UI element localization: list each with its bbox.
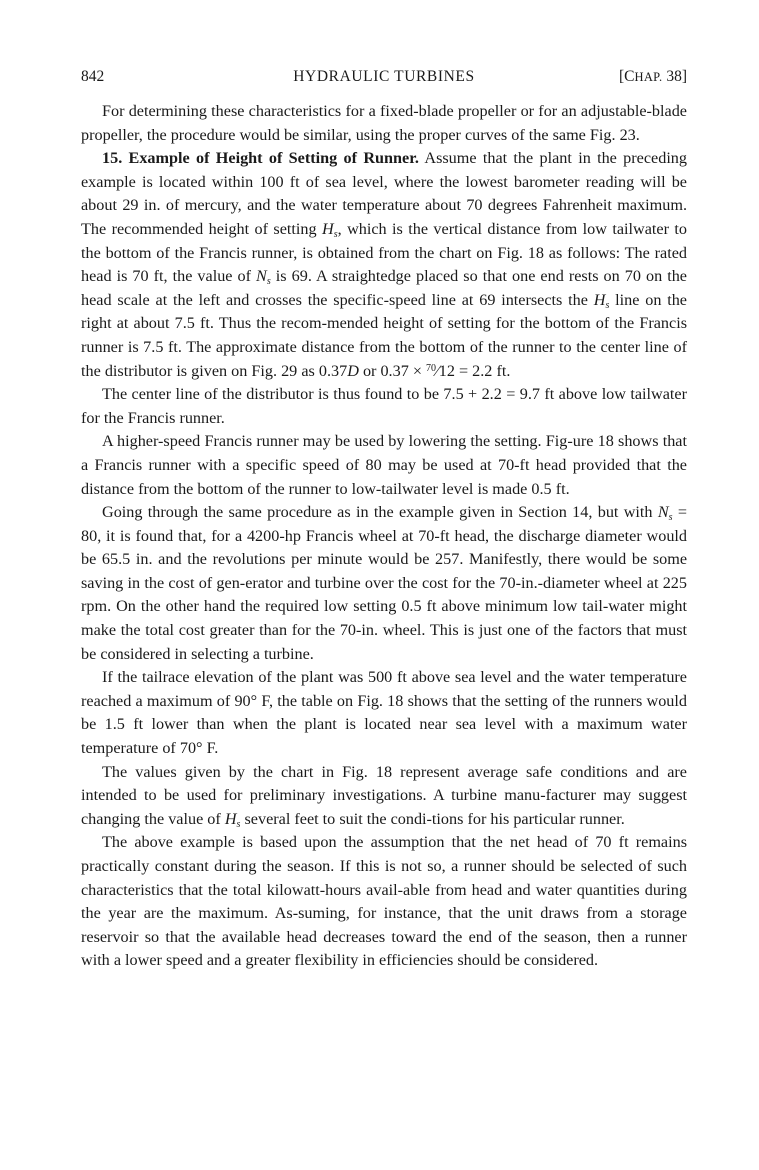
subscript-s: s bbox=[333, 228, 338, 240]
paragraph-text: For determining these characteristics for a fixed-blade propeller or for an adjustable-blade propeller, the procedure would be similar, using the proper curves of the same Fig. 23. bbox=[81, 102, 687, 144]
paragraph-text: The center line of the distributor is thus found to be 7.5 + 2.2 = 9.7 ft above low tailwater for the Francis runner. bbox=[81, 385, 687, 427]
paragraph-text: The above example is based upon the assumption that the net head of 70 ft remains practically constant during the season. If this is not so, a runner should be selected of such characteristics that the total kilowatt-hours avail-able from head and water quantities during the year are the maximum. As-suming, for instance, that the unit draws from a storage reservoir so that the available head decreases toward the end of the season, then a runner with a lower speed and a greater flexibility in efficiencies should be considered. bbox=[81, 833, 687, 970]
chapter-label bbox=[619, 66, 687, 88]
subscript-s: s bbox=[668, 512, 673, 524]
paragraph-text: = 2.2 ft. bbox=[454, 361, 511, 380]
section-heading: 15. Example of Height of Setting of Runner. bbox=[102, 149, 419, 168]
fraction: $^{70}$⁄12 bbox=[426, 361, 455, 380]
fraction-denominator: 12 bbox=[438, 361, 455, 380]
paragraph-text: line on the right at about 7.5 ft. Thus the recom-mended height of setting for the bottom of the Francis runner is 7.5 ft. The approximate distance from the bottom of the runner to the center line of the distributor is given on Fig. 29 as 0.37 bbox=[81, 290, 687, 380]
page-number: 842 bbox=[81, 68, 105, 85]
paragraph-text: Going through the same procedure as in the example given in Section 14, but with bbox=[102, 503, 658, 522]
paragraph-text: The values given by the chart in Fig. 18 represent average safe conditions and are intended to be used for preliminary investigations. A turbine manu-facturer may suggest changing the value of bbox=[81, 762, 687, 828]
paragraph-text: = 80, it is found that, for a 4200-hp Francis wheel at 70-ft head, the discharge diameter would be 65.5 in. and the revolutions per minute would be 257. Manifestly, there would be some saving in the cost of gen-erator and turbine over the cost for the 70-in.-diameter wheel at 225 rpm. On the other hand the required low setting 0.5 ft above minimum low tail-water might make the total cost greater than for the 70-in. wheel. This is just one of the factors that must be considered in selecting a turbine. bbox=[81, 503, 687, 663]
running-title: HYDRAULIC TURBINES bbox=[293, 68, 475, 85]
paragraph-text: Assume that the plant in the preceding example is located within 100 ft of sea level, where the lowest barometer reading will be about 29 in. of mercury, and the water temperature about 70 degrees Fahrenheit maximum. The recommended height of setting bbox=[81, 149, 687, 238]
paragraph-chart-values bbox=[81, 761, 687, 832]
paragraph-text: A higher-speed Francis runner may be used by lowering the setting. Fig-ure 18 shows that a Francis runner with a specific speed of 80 may be used at 70-ft head provided that the distance from the bottom of the runner to low-tailwater level is made 0.5 ft. bbox=[81, 432, 687, 498]
subscript-s: s bbox=[605, 299, 610, 311]
paragraph-higher-speed bbox=[81, 430, 687, 501]
symbol-h: H bbox=[593, 290, 606, 309]
paragraph-section-15 bbox=[81, 147, 687, 383]
chapter-word-rest: HAP. bbox=[634, 70, 663, 84]
fraction-numerator: 70 bbox=[426, 362, 437, 374]
subscript-s: s bbox=[236, 818, 241, 830]
paragraph-procedure bbox=[81, 501, 687, 666]
symbol-h: H bbox=[322, 219, 334, 238]
chapter-word-initial: C bbox=[624, 68, 635, 85]
paragraph-text: or 0.37 × bbox=[358, 361, 427, 380]
paragraph-distributor bbox=[81, 383, 687, 430]
paragraph-net-head bbox=[81, 831, 687, 973]
paragraph-text: If the tailrace elevation of the plant was 500 ft above sea level and the water temperature reached a maximum of 90° F, the table on Fig. 18 shows that the setting of the runners would be 1.5 ft lower than when the plant is located near sea level with a maximum water temperature of 70° F. bbox=[81, 668, 687, 758]
symbol-d: D bbox=[347, 361, 359, 380]
paragraph-text: , which is the vertical distance from low tailwater to the bottom of the Francis runner, is obtained from the chart on Fig. 18 as follows: The rated head is 70 ft, the value of bbox=[81, 219, 687, 286]
symbol-h: H bbox=[224, 809, 237, 828]
symbol-n: N bbox=[256, 267, 267, 286]
paragraph-text: is 69. A straightedge placed so that one end rests on 70 on the head scale at the left and crosses the specific-speed line at 69 intersects the bbox=[81, 267, 687, 309]
running-head bbox=[81, 66, 687, 88]
paragraph-fixed-blade bbox=[81, 100, 687, 147]
book-page bbox=[81, 66, 687, 973]
paragraph-text: several feet to suit the condi-tions for his particular runner. bbox=[240, 809, 625, 828]
chapter-number: 38] bbox=[666, 68, 687, 85]
chapter-bracket: [ bbox=[618, 68, 625, 85]
paragraph-tailrace bbox=[81, 666, 687, 760]
symbol-n: N bbox=[657, 503, 669, 522]
subscript-s: s bbox=[266, 276, 271, 288]
